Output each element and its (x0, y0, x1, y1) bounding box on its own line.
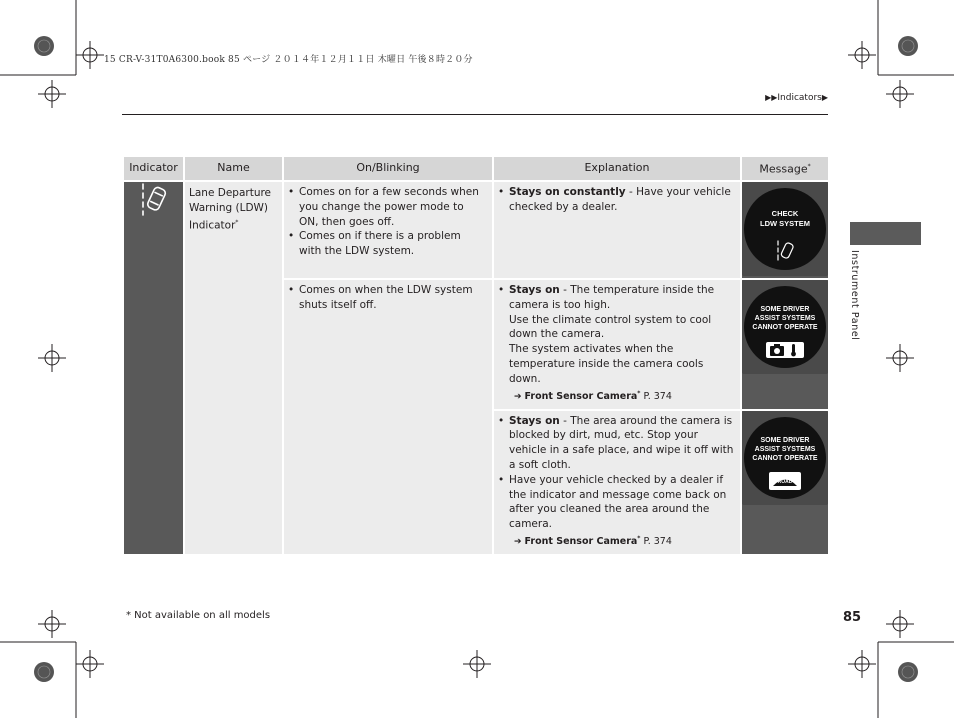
reference-page: P. 374 (640, 390, 672, 402)
message-line: LDW SYSTEM (760, 219, 810, 228)
indicator-cell (123, 181, 184, 555)
explanation-extra: Use the climate control system to cool down the camera. (509, 313, 712, 341)
indicator-table (122, 155, 830, 556)
explanation-cell (493, 410, 741, 555)
list-item: • Have your vehicle checked by a dealer if the indicator and message come back on after you cleaned the area around the camera. (498, 473, 734, 532)
reference-arrow-icon: ➔ (514, 391, 522, 402)
indicator-name: Lane Departure Warning (LDW) Indicator (189, 187, 272, 232)
breadcrumb-arrows: ▶▶ (765, 93, 778, 102)
list-item: • Comes on when the LDW system shuts itself off. (288, 283, 486, 313)
message-line: ASSIST SYSTEMS (754, 315, 816, 322)
message-line: SOME DRIVER (760, 436, 810, 444)
message-line: ASSIST SYSTEMS (754, 445, 816, 453)
message-cell (741, 410, 829, 555)
cross-reference-link[interactable] (498, 532, 734, 550)
message-cell (741, 279, 829, 410)
list-item (498, 283, 734, 313)
lane-departure-icon (139, 182, 169, 216)
header-on-blinking: On/Blinking (283, 156, 493, 181)
explanation-cell (493, 279, 741, 410)
breadcrumb (765, 93, 828, 103)
message-line: CANNOT OPERATE (752, 454, 818, 462)
explanation-text: - Have your vehicle checked by a dealer. (509, 186, 731, 213)
message-line: SOME DRIVER (760, 306, 810, 313)
reference-mark: * (637, 389, 641, 397)
header-name: Name (184, 156, 283, 181)
windshield-icon (768, 471, 802, 491)
explanation-cell (493, 181, 741, 279)
message-display (742, 411, 828, 505)
windshield-icon-text: ROAD (777, 478, 793, 485)
camera-icon (765, 341, 805, 359)
header-message (741, 156, 829, 181)
table-row (123, 181, 829, 279)
list-item (498, 414, 734, 473)
reference-page: P. 374 (640, 536, 672, 548)
on-blinking-cell (283, 279, 493, 555)
print-header: 15 CR-V-31T0A6300.book 85 ページ ２０１４年１２月１１日 木曜日 午後８時２０分 (104, 55, 473, 65)
page-number: 85 (843, 610, 862, 625)
reference-mark: * (637, 534, 641, 542)
explanation-bold: Stays on (509, 284, 560, 296)
header-message-label: Message (759, 162, 808, 176)
breadcrumb-label[interactable]: Indicators (777, 93, 822, 103)
lane-departure-icon (776, 240, 794, 262)
reference-arrow-icon: ➔ (514, 537, 522, 548)
cross-reference-link[interactable] (498, 387, 734, 405)
explanation-extra: The system activates when the temperature inside the camera cools down. (509, 343, 704, 385)
header-rule (122, 114, 828, 115)
footnote: * Not available on all models (126, 610, 271, 621)
breadcrumb-end-arrow: ▶ (821, 93, 828, 102)
message-line: CANNOT OPERATE (752, 324, 818, 331)
header-explanation: Explanation (493, 156, 741, 181)
chapter-label: Instrument Panel (849, 250, 860, 341)
message-cell (741, 181, 829, 279)
reference-title: Front Sensor Camera (524, 536, 638, 548)
reference-title: Front Sensor Camera (524, 390, 638, 402)
header-message-mark: * (807, 162, 811, 170)
explanation-bold: Stays on constantly (509, 186, 626, 198)
name-cell (184, 181, 283, 555)
message-display (742, 182, 828, 276)
header-indicator: Indicator (123, 156, 184, 181)
chapter-tab[interactable] (850, 222, 921, 245)
list-item: • Comes on for a few seconds when you change the power mode to ON, then goes off. (288, 185, 486, 229)
table-header-row (123, 156, 829, 181)
indicator-name-mark: * (235, 218, 239, 226)
list-item (498, 185, 734, 215)
message-display (742, 280, 828, 374)
on-blinking-cell (283, 181, 493, 279)
list-item: • Comes on if there is a problem with the LDW system. (288, 229, 486, 259)
message-line: CHECK (771, 209, 799, 218)
explanation-text: - The temperature inside the camera is too high. (509, 284, 715, 311)
explanation-text: - The area around the camera is blocked by dirt, mud, etc. Stop your vehicle in a safe place, and wipe it off with a soft cloth. (509, 414, 734, 471)
explanation-bold: Stays on (509, 414, 560, 427)
